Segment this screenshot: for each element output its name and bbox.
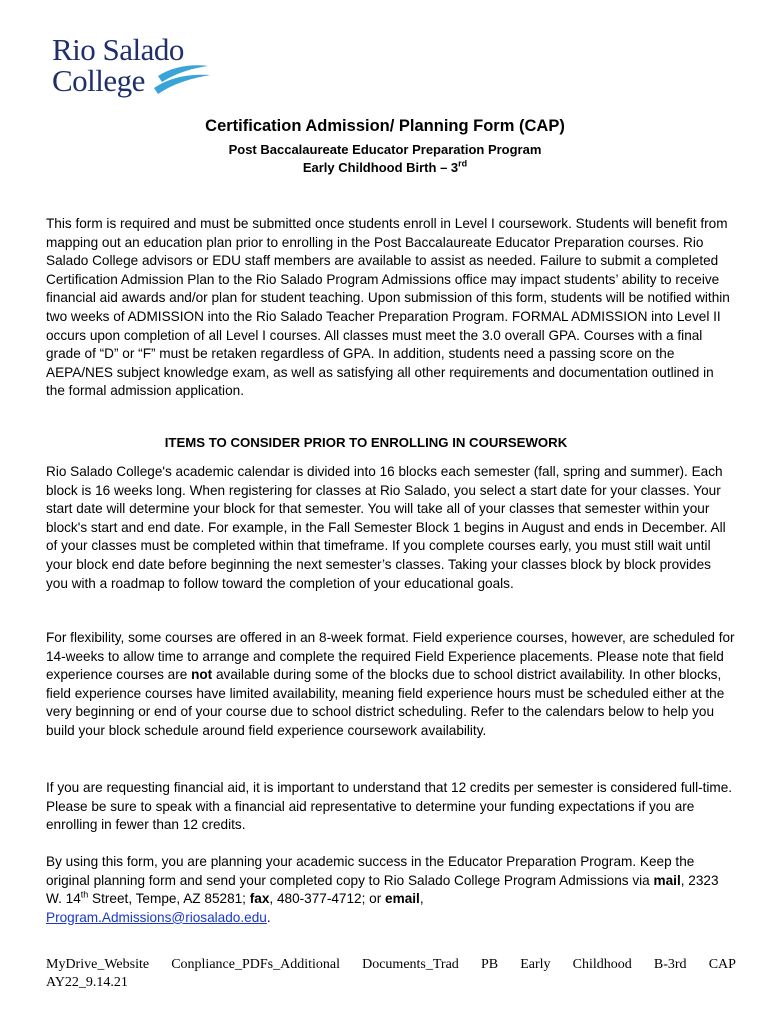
footer-version: AY22_9.14.21 (46, 975, 128, 990)
footer-part: PB (480, 957, 499, 972)
logo-swoosh-icon (152, 62, 212, 102)
document-footer (46, 956, 736, 992)
footer-part: Documents_Trad (362, 957, 459, 972)
address-part-2: Street, Tempe, AZ 85281; (88, 891, 250, 907)
flexibility-paragraph (46, 629, 736, 741)
email-comma: , (419, 891, 424, 907)
footer-part: Childhood (572, 957, 632, 972)
track-superscript: rd (458, 158, 468, 169)
email-label: email (385, 891, 420, 907)
logo-line-2: College (52, 63, 145, 98)
flexibility-text-2: available during some of the blocks due to school district availability. In other blocks, field experience courses have limited availability, meaning field experience hours must be scheduled either at the very beginning or end of your course due to school district scheduling. Refer to the calendars below to help you build your block schedule around field experience coursework availability. (46, 667, 725, 738)
calendar-paragraph: Rio Salado College's academic calendar is divided into 16 blocks each semester (fall, spring and summer). Each block is 16 weeks long. When registering for classes at Rio Salado, you select a start date for your classes. Your start date will determine your block for that semester. You will take all of your classes that semester within your block's start and end date. For example, in the Fall Semester Block 1 begins in August and ends in December. All of your classes must be completed within that timeframe. If you complete courses early, you must still wait until your block end date before beginning the next semester’s classes. Taking your classes block by block provides you with a roadmap to follow toward the completion of your educational goals. (46, 464, 726, 591)
track-text: Early Childhood Birth – 3 (302, 160, 459, 175)
program-subtitle: Post Baccalaureate Educator Preparation Program (228, 142, 542, 157)
footer-path (46, 956, 736, 974)
section-heading: ITEMS TO CONSIDER PRIOR TO ENROLLING IN COURSEWORK (164, 435, 568, 450)
email-period: . (266, 909, 271, 925)
intro-paragraph: This form is required and must be submitted once students enroll in Level I coursework. Students will benefit from mapping out an education plan prior to enrolling in the Post Baccalaureate Educator Preparation courses. Rio Salado College advisors or EDU staff members are available to assist as needed. Failure to submit a completed Certification Admission Plan to the Rio Salado Program Admissions office may impact students’ ability to receive financial aid awards and/or plan for student teaching. Upon submission of this form, students will be notified within two weeks of ADMISSION into the Rio Salado Teacher Preparation Program. FORMAL ADMISSION into Level II occurs upon completion of all Level I courses. All classes must meet the 3.0 overall GPA. Courses with a final grade of “D” or “F” must be retaken regardless of GPA. In addition, students need a passing score on the AEPA/NES subject knowledge exam, as well as satisfying all other requirements and documentation outlined in the formal admission application. (46, 216, 730, 399)
flexibility-bold-not: not (191, 667, 213, 683)
flexibility-text-1: For flexibility, some courses are offered in an 8-week format. Field experience courses, however, are scheduled for 14-weeks to allow time to arrange and complete the required Field Experience placements. Please note that field experience courses are (46, 630, 735, 683)
logo-line-1: Rio Salado (52, 32, 184, 67)
track-subtitle (0, 160, 770, 175)
fax-label: fax (249, 891, 270, 907)
footer-part: B-3rd (653, 957, 687, 972)
submission-paragraph (46, 853, 736, 927)
footer-part: Conpliance_PDFs_Additional (171, 957, 340, 972)
footer-part: CAP (708, 957, 736, 972)
footer-part: MyDrive_Website (46, 957, 150, 972)
financial-aid-paragraph: If you are requesting financial aid, it is important to understand that 12 credits per semester is considered full-time. Please be sure to speak with a financial aid representative to determine your funding expectations if you are enrolling in fewer than 12 credits. (46, 780, 733, 833)
fax-number: , 480-377-4712; or (269, 891, 386, 907)
submission-text: By using this form, you are planning your academic success in the Educator Preparation Program. Keep the original planning form and send your completed copy to Rio Salado College Program Admissions via (46, 854, 695, 888)
college-logo (52, 34, 212, 106)
address-part-1: , 2323 W. 14 (46, 872, 719, 907)
email-link[interactable]: Program.Admissions@riosalado.edu (46, 909, 267, 925)
mail-label: mail (653, 872, 681, 888)
address-superscript: th (80, 889, 89, 900)
form-title: Certification Admission/ Planning Form (CAP) (205, 117, 565, 135)
footer-part: Early (520, 957, 551, 972)
